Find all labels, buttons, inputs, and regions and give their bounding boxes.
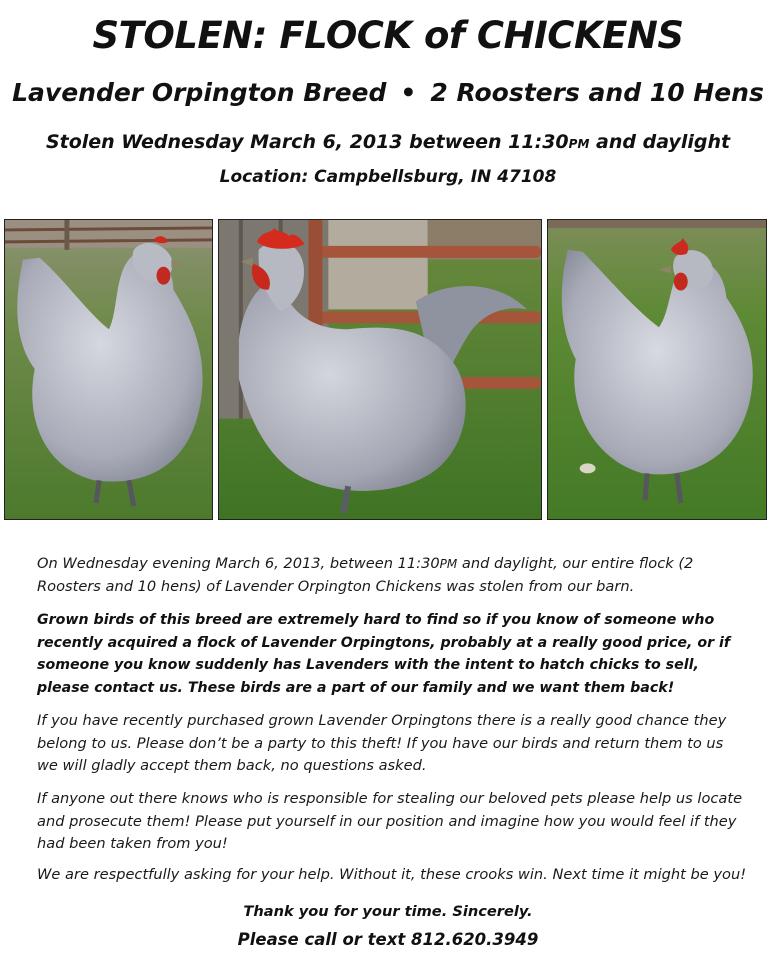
location-line: Location: Campbellsburg, IN 47108	[219, 167, 557, 187]
bullet-separator: •	[400, 78, 417, 107]
flock-count: 2 Roosters and 10 Hens	[430, 78, 764, 107]
hen-icon	[5, 220, 212, 519]
contact-phone: Please call or text 812.620.3949	[237, 930, 539, 949]
rooster-photo-center	[218, 219, 542, 520]
hen-icon	[548, 220, 766, 519]
hen-photo-left	[4, 219, 213, 520]
paragraph-appeal: Grown birds of this breed are extremely hard to find so if you know of someone who recently acquired a flock of Lavender Orpingtons, probably at a really good price, or if someone you know suddenly has Lavenders with the intent to hatch chicks to sell, please contact us. These birds are a part of our family and we want them back!	[37, 612, 731, 696]
p1-text-a: On Wednesday evening March 6, 2013, between 11:30	[37, 555, 440, 572]
stolen-date-line	[0, 131, 776, 153]
stolen-date-prefix: Stolen Wednesday March 6, 2013 between 11:30	[45, 131, 569, 153]
page-title: STOLEN: FLOCK of CHICKENS	[92, 14, 684, 57]
breed-label: Lavender Orpington Breed	[12, 78, 387, 107]
stolen-date-suffix: and daylight	[596, 131, 731, 153]
paragraph-theft-details	[37, 553, 747, 598]
hen-photo-right	[547, 219, 767, 520]
subtitle	[0, 78, 776, 107]
paragraph-request: We are respectfully asking for your help. Without it, these crooks win. Next time it might be you!	[37, 866, 747, 883]
rooster-icon	[219, 220, 541, 519]
stolen-time-pm: PM	[568, 137, 590, 151]
thanks-line: Thank you for your time. Sincerely.	[243, 903, 533, 920]
paragraph-purchasers: If you have recently purchased grown Lavender Orpingtons there is a really good chance they belong to us. Please don’t be a party to this theft! If you have our birds and return them to us we will gladly accept them back, no questions asked.	[37, 712, 727, 774]
p1-text-b: and daylight, our entire flock (2 Roosters and 10 hens) of Lavender Orpington Chickens was stolen from our barn.	[37, 555, 694, 595]
p1-time-pm: PM	[439, 557, 458, 571]
paragraph-responsible: If anyone out there knows who is responsible for stealing our beloved pets please help us locate and prosecute them! Please put yourself in our position and imagine how you would feel if they had been taken from you!	[37, 790, 743, 852]
